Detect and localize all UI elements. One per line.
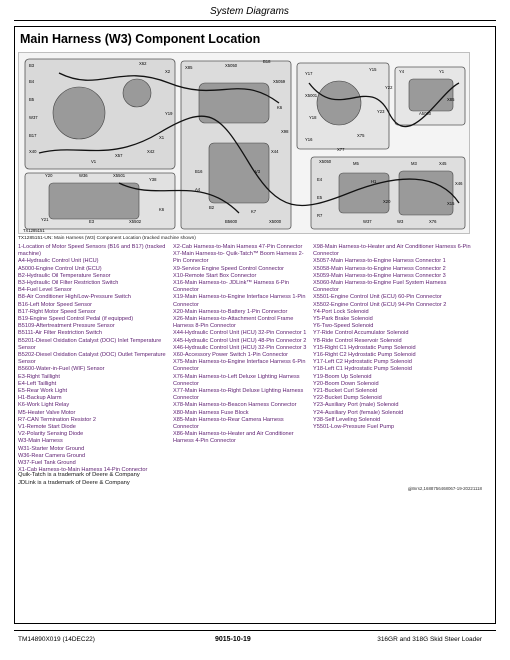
legend-item: A4-Hydraulic Control Unit (HCU) xyxy=(18,258,99,265)
callout-label: X5502 xyxy=(129,219,142,224)
callout-label: B2 xyxy=(209,205,215,210)
callout-label: X85 xyxy=(447,97,455,102)
legend-item: B3-Hydraulic Oil Filter Restriction Switch xyxy=(18,280,119,287)
legend-item: W36-Rear Camera Ground xyxy=(18,452,86,459)
callout-label: Y16 xyxy=(305,137,313,142)
callout-label: X5501 xyxy=(113,173,126,178)
callout-label: X45 xyxy=(439,161,447,166)
callout-label: B5 xyxy=(29,97,35,102)
legend-item: B5201-Diesel Oxidation Catalyst (DOC) Inlet Temperature Sensor xyxy=(18,337,162,351)
legend-item: Y4-Port Lock Solenoid xyxy=(313,308,369,315)
callout-label: X20 xyxy=(383,199,391,204)
legend-item: B2-Hydraulic Oil Temperature Sensor xyxy=(18,272,111,279)
legend-item: E3-Right Taillight xyxy=(18,373,60,380)
legend-item: X9-Service Engine Speed Control Connector xyxy=(173,265,285,272)
legend-item: Y17-Left C2 Hydrostatic Pump Solenoid xyxy=(313,359,412,366)
callout-label: X5000 xyxy=(269,219,282,224)
legend-item: M5-Heater Valve Motor xyxy=(18,409,76,416)
legend-item: X10-Remote Start Box Connector xyxy=(173,272,257,279)
footer-manual-id: TM14890X019 (14DEC22) xyxy=(18,636,95,643)
legend-item: B5109-Aftertreatment Pressure Sensor xyxy=(18,323,115,330)
callout-label: Y18 xyxy=(309,115,317,120)
legend-item: B4-Fuel Level Sensor xyxy=(18,287,72,294)
legend-item: Y5501-Low-Pressure Fuel Pump xyxy=(313,424,395,431)
legend-item: X78-Main Harness-to-Beacon Harness Connector xyxy=(173,402,297,409)
page-title: Main Harness (W3) Component Location xyxy=(20,32,261,46)
callout-label: W36 xyxy=(79,173,88,178)
legend-column-1 xyxy=(18,244,170,475)
legend-item: R7-CAN Termination Resistor 2 xyxy=(18,416,96,423)
legend-item: X5058-Main Harness-to-Engine Harness Connector 2 xyxy=(313,265,446,272)
callout-label: X1 xyxy=(159,135,165,140)
callout-label: Y17 xyxy=(305,71,313,76)
legend-item: Y21-Bucket Curl Solenoid xyxy=(313,388,378,395)
legend-item: X80-Main Harness Fuse Block xyxy=(173,409,249,416)
callout-label: Y23 xyxy=(377,109,385,114)
callout-label: X46 xyxy=(455,181,463,186)
legend-item: Y7-Ride Control Accumulator Solenoid xyxy=(313,330,409,337)
callout-label: A4 xyxy=(195,187,201,192)
bottom-rule xyxy=(14,630,496,631)
legend-item: Y24-Auxiliary Port (female) Solenoid xyxy=(313,409,404,416)
legend-item: W31-Starter Motor Ground xyxy=(18,445,85,452)
callout-label: X5001 xyxy=(305,93,318,98)
callout-label: M3 xyxy=(411,161,417,166)
callout-label: A5000 xyxy=(419,111,432,116)
callout-label: X57 xyxy=(115,153,123,158)
diagram-illustration xyxy=(19,53,470,234)
callout-label: V1 xyxy=(91,159,97,164)
footer-machine-title: 316GR and 318G Skid Steer Loader xyxy=(377,636,482,643)
callout-label: X75 xyxy=(357,133,365,138)
legend-item: X76-Main Harness-to-Left Deluxe Lighting Harness Connector xyxy=(173,373,300,387)
legend-item: E5-Rear Work Light xyxy=(18,388,68,395)
callout-label: W37 xyxy=(29,115,38,120)
legend-item: W3-Main Harness xyxy=(18,438,63,445)
legend-item: Y15-Right C1 Hydrostatic Pump Solenoid xyxy=(313,344,416,351)
callout-label: W3 xyxy=(397,219,404,224)
legend-item: W37-Fuel Tank Ground xyxy=(18,460,76,467)
callout-label: H1 xyxy=(371,179,377,184)
callout-label: Y1 xyxy=(439,69,445,74)
legend-item: X2-Cab Harness-to-Main Harness 47-Pin Connector xyxy=(173,244,303,250)
legend-column-2 xyxy=(173,244,309,446)
legend-item: Y22-Bucket Dump Solenoid xyxy=(313,395,382,402)
callout-label: B17 xyxy=(29,133,37,138)
trademark-quik-tatch: Quik-Tatch is a trademark of Deere & Company xyxy=(18,472,140,478)
legend-item: X46-Hydraulic Control Unit (HCU) 32-Pin Connector 3 xyxy=(173,344,307,351)
callout-label: X42 xyxy=(147,149,155,154)
callout-label: Y38 xyxy=(149,177,157,182)
callout-label: B16 xyxy=(195,169,203,174)
legend-item: X19-Main Harness-to-Engine Interface Harness 1-Pin Connector xyxy=(173,294,306,308)
legend-item: B5202-Diesel Oxidation Catalyst (DOC) Outlet Temperature Sensor xyxy=(18,352,166,366)
callout-label: B4 xyxy=(29,79,35,84)
callout-label: X77 xyxy=(337,147,345,152)
callout-label: E5 xyxy=(317,195,323,200)
legend-item: X98-Main Harness-to-Heater and Air Conditioner Harness 6-Pin Connector xyxy=(313,244,471,258)
legend-item: X44-Hydraulic Control Unit (HCU) 32-Pin Connector 1 xyxy=(173,330,307,337)
legend-item: Y20-Boom Down Solenoid xyxy=(313,380,379,387)
legend-item: X5057-Main Harness-to-Engine Harness Connector 1 xyxy=(313,258,446,265)
legend-item: Y6-Two-Speed Solenoid xyxy=(313,323,374,330)
legend-item: B5600-Water-in-Fuel (WIF) Sensor xyxy=(18,366,105,373)
legend-item: X85-Main Harness-to-Rear Camera Harness Connector xyxy=(173,416,284,431)
callout-label: R7 xyxy=(317,213,323,218)
legend-item: X26-Main Harness-to-Attachment Control Frame Harness 8-Pin Connector xyxy=(173,316,294,330)
legend-item: V2-Polarity Sensing Diode xyxy=(18,431,84,438)
callout-label: M5 xyxy=(353,161,359,166)
legend-item: B16-Left Motor Speed Sensor xyxy=(18,301,93,308)
legend-item: B8-Air Conditioner High/Low-Pressure Switch xyxy=(18,294,131,301)
legend-item: Y38-Self Leveling Solenoid xyxy=(313,416,381,423)
legend-item: A5000-Engine Control Unit (ECU) xyxy=(18,265,102,272)
callout-label: X40 xyxy=(29,149,37,154)
callout-label: X5050 xyxy=(225,63,238,68)
document-id: gj8nrs2,1688756468067-19-20221118 xyxy=(407,486,482,491)
trademark-jdlink: JDLink is a trademark of Deere & Company xyxy=(18,480,130,486)
legend-item: X7-Main Harness-to- Quik-Tatch™ Boom Harness 2-Pin Connector xyxy=(173,251,304,265)
callout-label: Y19 xyxy=(165,111,173,116)
callout-label: X15 xyxy=(447,201,455,206)
running-head: System Diagrams xyxy=(210,6,289,17)
legend-item: Y23-Auxiliary Port (male) Solenoid xyxy=(313,402,399,409)
callout-label: E4 xyxy=(317,177,323,182)
legend-item: Y8-Ride Control Reservoir Solenoid xyxy=(313,337,402,344)
legend-item: X75-Main Harness-to-Engine Interface Harness 6-Pin Connector xyxy=(173,359,306,373)
callout-label: B5600 xyxy=(225,219,238,224)
harness-component-diagram xyxy=(18,52,470,234)
callout-label: W37 xyxy=(363,219,372,224)
legend-item: 1-Location of Motor Speed Sensors (B16 and B17) (tracked machine) xyxy=(18,244,166,258)
callout-label: X98 xyxy=(281,129,289,134)
legend-item: X5059-Main Harness-to-Engine Harness Connector 3 xyxy=(313,272,446,279)
callout-label: Y21 xyxy=(41,217,49,222)
callout-label: X62 xyxy=(139,61,147,66)
footer-page-number: 9015-10-19 xyxy=(215,636,251,643)
figure-caption: TX1285151-UN: Main Harness (W3) Component Location (tracked machine shown) xyxy=(18,236,196,241)
callout-label: B3 xyxy=(29,63,35,68)
legend-item: E4-Left Taillight xyxy=(18,380,57,387)
legend-item: X86-Main Harness-to-Heater and Air Conditioner Harness 4-Pin Connector xyxy=(173,431,294,445)
legend-item: Y19-Boom Up Solenoid xyxy=(313,373,372,380)
legend-item: X1-Cab Harness-to-Main Harness 14-Pin Connector xyxy=(18,467,148,474)
legend-item: K6-Work Light Relay xyxy=(18,402,70,409)
legend-item: Y16-Right C2 Hydrostatic Pump Solenoid xyxy=(313,352,416,359)
legend-item: X5502-Engine Control Unit (ECU) 94-Pin Connector 2 xyxy=(313,301,447,308)
callout-label: Y15 xyxy=(369,67,377,72)
legend-item: X77-Main Harness-to-Right Deluxe Lighting Harness Connector xyxy=(173,388,304,402)
callout-label: X85 xyxy=(185,65,193,70)
callout-label: K6 xyxy=(277,105,283,110)
callout-label: Y4 xyxy=(399,69,405,74)
callout-label: X76 xyxy=(429,219,437,224)
legend-item: B19-Engine Speed Control Pedal (if equipped) xyxy=(18,316,134,323)
legend-item: Y5-Park Brake Solenoid xyxy=(313,316,373,323)
callout-label: X5059 xyxy=(273,79,286,84)
callout-label: Y22 xyxy=(385,85,393,90)
legend-item: X20-Main Harness-to-Battery 1-Pin Connector xyxy=(173,308,288,315)
legend-item: B5111-Air Filter Restriction Switch xyxy=(18,330,103,337)
callout-label: K7 xyxy=(251,209,257,214)
legend-item: X5501-Engine Control Unit (ECU) 60-Pin Connector xyxy=(313,294,442,301)
legend-item: Y18-Left C1 Hydrostatic Pump Solenoid xyxy=(313,366,412,373)
callout-label: V3 xyxy=(255,169,261,174)
callout-label: B18 xyxy=(263,59,271,64)
top-rule xyxy=(14,20,496,21)
legend-item: X5060-Main Harness-to-Engine Fuel System Harness Connector xyxy=(313,280,447,294)
callout-label: X5050 xyxy=(319,159,332,164)
figure-code: TX1285151 xyxy=(23,228,45,233)
legend-item: B17-Right Motor Speed Sensor xyxy=(18,308,96,315)
legend-item: X60-Accessory Power Switch 1-Pin Connector xyxy=(173,352,289,359)
callout-label: X2 xyxy=(165,69,171,74)
callout-label: X44 xyxy=(271,149,279,154)
legend-item: V1-Remote Start Diode xyxy=(18,424,76,431)
legend-item: X16-Main Harness-to- JDLink™ Harness 6-Pin Connector xyxy=(173,280,289,294)
legend-item: X45-Hydraulic Control Unit (HCU) 48-Pin Connector 2 xyxy=(173,337,307,344)
callout-label: K6 xyxy=(159,207,165,212)
legend-item: H1-Backup Alarm xyxy=(18,395,62,402)
callout-label: Y20 xyxy=(45,173,53,178)
callout-label: E3 xyxy=(89,219,95,224)
legend-column-3 xyxy=(313,244,473,431)
